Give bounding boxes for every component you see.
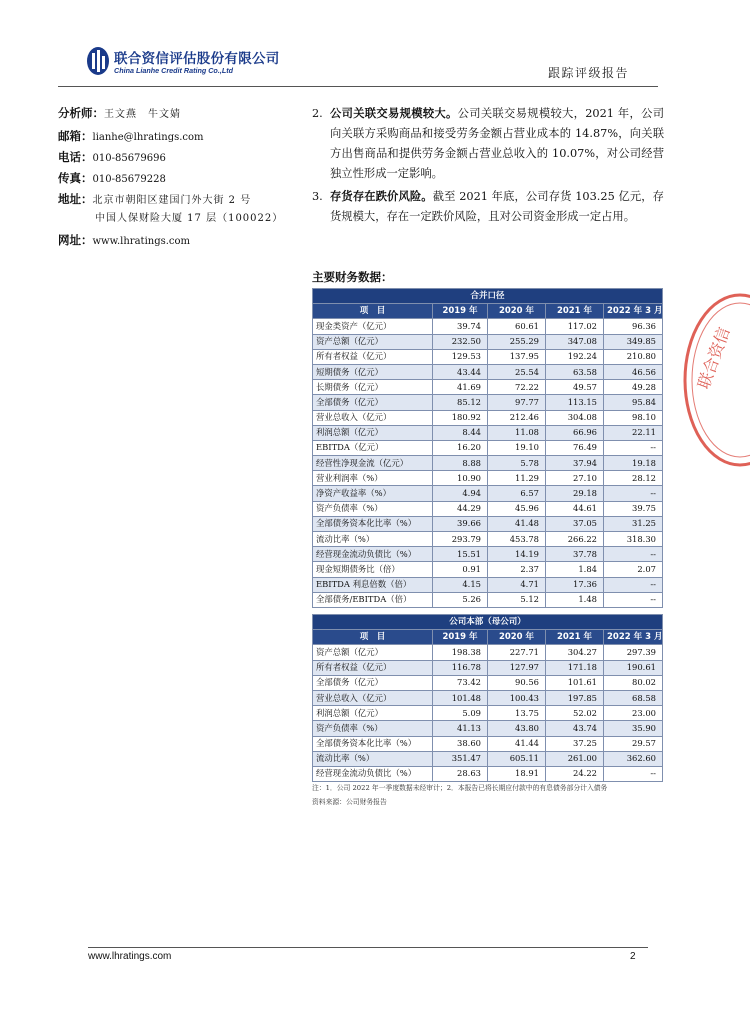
- row-label: 现金短期债务比（倍）: [313, 562, 433, 577]
- row-label: 净资产收益率（%）: [313, 486, 433, 501]
- cell-value: 31.25: [604, 516, 663, 531]
- svg-text:联合资信: 联合资信: [693, 324, 734, 392]
- row-label: 利润总额（亿元）: [313, 706, 433, 721]
- cell-value: 46.56: [604, 364, 663, 379]
- row-label: 流动比率（%）: [313, 532, 433, 547]
- column-header: 2020 年: [488, 630, 546, 645]
- row-label: 利润总额（亿元）: [313, 425, 433, 440]
- cell-value: 38.60: [433, 736, 488, 751]
- address-line2: 中国人保财险大厦 17 层（100022）: [95, 213, 284, 224]
- cell-value: 35.90: [604, 721, 663, 736]
- table-row: [313, 532, 663, 547]
- cell-value: 44.29: [433, 501, 488, 516]
- cell-value: 17.36: [546, 577, 604, 592]
- table-row: [313, 721, 663, 736]
- cell-value: 97.77: [488, 395, 546, 410]
- cell-value: 0.91: [433, 562, 488, 577]
- cell-value: 39.66: [433, 516, 488, 531]
- row-label: 全部债务/EBITDA（倍）: [313, 592, 433, 607]
- table-row: [313, 690, 663, 705]
- cell-value: 96.36: [604, 319, 663, 334]
- row-label: EBITDA（亿元）: [313, 440, 433, 455]
- row-label: 资产负债率（%）: [313, 721, 433, 736]
- row-label: 现金类资产（亿元）: [313, 319, 433, 334]
- table-group-title: 公司本部（母公司）: [313, 615, 663, 630]
- column-header: 2021 年: [546, 304, 604, 319]
- table-note: 注：1．公司 2022 年一季度数据未经审计；2．本报告已将长期应付款中的有息债务部分计入债务: [312, 784, 608, 792]
- cell-value: 190.61: [604, 660, 663, 675]
- cell-value: 210.80: [604, 349, 663, 364]
- phone-value: 010-85679696: [92, 153, 166, 164]
- cell-value: 37.25: [546, 736, 604, 751]
- cell-value: 297.39: [604, 645, 663, 660]
- address-row: [58, 192, 251, 208]
- cell-value: 101.61: [546, 675, 604, 690]
- page-number: 2: [630, 951, 636, 962]
- table-row: [313, 577, 663, 592]
- cell-value: 14.19: [488, 547, 546, 562]
- cell-value: 41.48: [488, 516, 546, 531]
- row-label: 全部债务资本化比率（%）: [313, 516, 433, 531]
- financial-data-title: 主要财务数据：: [312, 270, 393, 284]
- table-row: [313, 425, 663, 440]
- row-label: 资产总额（亿元）: [313, 334, 433, 349]
- row-label: 经营性净现金流（亿元）: [313, 456, 433, 471]
- cell-value: 137.95: [488, 349, 546, 364]
- cell-value: 95.84: [604, 395, 663, 410]
- risk-item-2: [312, 104, 664, 184]
- cell-value: 293.79: [433, 532, 488, 547]
- email-label: 邮箱：: [58, 129, 93, 143]
- row-label: 全部债务（亿元）: [313, 395, 433, 410]
- row-label: 经营现金流动负债比（%）: [313, 547, 433, 562]
- column-header: 2022 年 3 月: [604, 304, 663, 319]
- cell-value: 227.71: [488, 645, 546, 660]
- row-label: 短期债务（亿元）: [313, 364, 433, 379]
- cell-value: 362.60: [604, 751, 663, 766]
- web-label: 网址：: [58, 233, 93, 247]
- cell-value: 39.75: [604, 501, 663, 516]
- cell-value: 304.27: [546, 645, 604, 660]
- cell-value: 19.18: [604, 456, 663, 471]
- cell-value: 23.00: [604, 706, 663, 721]
- cell-value: 22.11: [604, 425, 663, 440]
- cell-value: 347.08: [546, 334, 604, 349]
- cell-value: 192.24: [546, 349, 604, 364]
- cell-value: 60.61: [488, 319, 546, 334]
- cell-value: 2.07: [604, 562, 663, 577]
- consolidated-financial-table: [312, 288, 663, 608]
- company-seal-stamp: [680, 290, 750, 470]
- column-header: 2019 年: [433, 630, 488, 645]
- cell-value: 98.10: [604, 410, 663, 425]
- fax-row: [58, 171, 166, 187]
- cell-value: 18.91: [488, 766, 546, 781]
- cell-value: 63.58: [546, 364, 604, 379]
- cell-value: 66.96: [546, 425, 604, 440]
- table-row: [313, 766, 663, 781]
- cell-value: 15.51: [433, 547, 488, 562]
- cell-value: 4.71: [488, 577, 546, 592]
- cell-value: 171.18: [546, 660, 604, 675]
- table-row: [313, 706, 663, 721]
- column-header: 项 目: [313, 304, 433, 319]
- table-row: [313, 471, 663, 486]
- cell-value: 39.74: [433, 319, 488, 334]
- row-label: 所有者权益（亿元）: [313, 349, 433, 364]
- cell-value: 8.88: [433, 456, 488, 471]
- cell-value: 43.44: [433, 364, 488, 379]
- item-text: 截至 2021 年底，公司存货 103.25 亿元，存货规模大，存在一定跌价风险，且对公司资金形成一定占用。: [330, 190, 664, 223]
- column-header: 2020 年: [488, 304, 546, 319]
- cell-value: 261.00: [546, 751, 604, 766]
- cell-value: 101.48: [433, 690, 488, 705]
- cell-value: 16.20: [433, 440, 488, 455]
- table-row: [313, 516, 663, 531]
- cell-value: 68.58: [604, 690, 663, 705]
- row-label: 资产负债率（%）: [313, 501, 433, 516]
- cell-value: 43.74: [546, 721, 604, 736]
- phone-label: 电话：: [58, 150, 93, 164]
- cell-value: 2.37: [488, 562, 546, 577]
- cell-value: 76.49: [546, 440, 604, 455]
- cell-value: 5.09: [433, 706, 488, 721]
- cell-value: 6.57: [488, 486, 546, 501]
- row-label: 营业总收入（亿元）: [313, 410, 433, 425]
- table-row: [313, 486, 663, 501]
- cell-value: 85.12: [433, 395, 488, 410]
- email-link[interactable]: lianhe@lhratings.com: [92, 132, 204, 143]
- item-number: 3.: [312, 190, 323, 203]
- row-label: 经营现金流动负债比（%）: [313, 766, 433, 781]
- address-row-2: [95, 211, 283, 226]
- table-row: [313, 410, 663, 425]
- cell-value: 100.43: [488, 690, 546, 705]
- cell-value: 10.90: [433, 471, 488, 486]
- cell-value: 80.02: [604, 675, 663, 690]
- cell-value: 41.44: [488, 736, 546, 751]
- cell-value: 349.85: [604, 334, 663, 349]
- row-label: EBITDA 利息倍数（倍）: [313, 577, 433, 592]
- table-row: [313, 660, 663, 675]
- cell-value: 72.22: [488, 380, 546, 395]
- table-row: [313, 501, 663, 516]
- cell-value: 351.47: [433, 751, 488, 766]
- cell-value: 24.22: [546, 766, 604, 781]
- cell-value: 318.30: [604, 532, 663, 547]
- cell-value: 49.57: [546, 380, 604, 395]
- table-row: [313, 380, 663, 395]
- item-text: 公司关联交易规模较大，2021 年，公司向关联方采购商品和接受劳务金额占营业成本的 14.87%，向关联方出售商品和提供劳务金额占营业总收入的 10.07%，对公司经营独立性形成一定影响。: [330, 107, 664, 180]
- table-row: [313, 364, 663, 379]
- header-divider: [58, 86, 658, 87]
- table-row: [313, 562, 663, 577]
- table-row: [313, 751, 663, 766]
- address-label: 地址：: [58, 192, 93, 206]
- address-line1: 北京市朝阳区建国门外大街 2 号: [92, 195, 252, 206]
- cell-value: 117.02: [546, 319, 604, 334]
- table-row: [313, 736, 663, 751]
- cell-value: 212.46: [488, 410, 546, 425]
- company-name-cn: 联合资信评估股份有限公司: [114, 51, 280, 67]
- cell-value: --: [604, 592, 663, 607]
- fax-label: 传真：: [58, 171, 93, 185]
- table-row: [313, 547, 663, 562]
- company-name-en: China Lianhe Credit Rating Co.,Ltd: [114, 66, 233, 75]
- cell-value: 29.18: [546, 486, 604, 501]
- cell-value: 116.78: [433, 660, 488, 675]
- cell-value: 266.22: [546, 532, 604, 547]
- cell-value: 28.12: [604, 471, 663, 486]
- table-row: [313, 334, 663, 349]
- row-label: 长期债务（亿元）: [313, 380, 433, 395]
- cell-value: 28.63: [433, 766, 488, 781]
- column-header: 2021 年: [546, 630, 604, 645]
- web-row: [58, 233, 190, 249]
- cell-value: 27.10: [546, 471, 604, 486]
- fax-value: 010-85679228: [92, 174, 166, 185]
- website-link[interactable]: www.lhratings.com: [92, 236, 191, 247]
- cell-value: 25.54: [488, 364, 546, 379]
- cell-value: --: [604, 547, 663, 562]
- phone-row: [58, 150, 166, 166]
- cell-value: 44.61: [546, 501, 604, 516]
- cell-value: 43.80: [488, 721, 546, 736]
- cell-value: --: [604, 486, 663, 501]
- cell-value: 13.75: [488, 706, 546, 721]
- risk-item-3: [312, 187, 664, 227]
- cell-value: 90.56: [488, 675, 546, 690]
- column-header: 项 目: [313, 630, 433, 645]
- table-row: [313, 675, 663, 690]
- cell-value: 5.26: [433, 592, 488, 607]
- cell-value: 11.08: [488, 425, 546, 440]
- item-number: 2.: [312, 107, 323, 120]
- row-label: 所有者权益（亿元）: [313, 660, 433, 675]
- row-label: 营业利润率（%）: [313, 471, 433, 486]
- cell-value: 5.78: [488, 456, 546, 471]
- table-row: [313, 349, 663, 364]
- cell-value: 37.94: [546, 456, 604, 471]
- cell-value: 605.11: [488, 751, 546, 766]
- cell-value: --: [604, 577, 663, 592]
- parent-company-financial-table: [312, 614, 663, 782]
- cell-value: 19.10: [488, 440, 546, 455]
- footer-divider: [88, 947, 648, 948]
- table-group-title: 合并口径: [313, 289, 663, 304]
- item-heading: 存货存在跌价风险。: [330, 190, 433, 203]
- cell-value: 127.97: [488, 660, 546, 675]
- cell-value: 41.13: [433, 721, 488, 736]
- cell-value: 255.29: [488, 334, 546, 349]
- row-label: 流动比率（%）: [313, 751, 433, 766]
- table-row: [313, 456, 663, 471]
- table-row: [313, 645, 663, 660]
- cell-value: --: [604, 440, 663, 455]
- company-logo-icon: [86, 46, 110, 76]
- cell-value: 1.48: [546, 592, 604, 607]
- cell-value: 11.29: [488, 471, 546, 486]
- cell-value: 197.85: [546, 690, 604, 705]
- table-row: [313, 319, 663, 334]
- cell-value: 129.53: [433, 349, 488, 364]
- row-label: 全部债务（亿元）: [313, 675, 433, 690]
- cell-value: 37.78: [546, 547, 604, 562]
- table-row: [313, 592, 663, 607]
- row-label: 全部债务资本化比率（%）: [313, 736, 433, 751]
- footer-website-link[interactable]: www.lhratings.com: [88, 951, 172, 962]
- table-row: [313, 440, 663, 455]
- cell-value: 1.84: [546, 562, 604, 577]
- analyst-value: 王文燕 牛文婧: [104, 109, 181, 120]
- cell-value: 37.05: [546, 516, 604, 531]
- cell-value: --: [604, 766, 663, 781]
- email-row: [58, 129, 204, 145]
- column-header: 2022 年 3 月: [604, 630, 663, 645]
- cell-value: 45.96: [488, 501, 546, 516]
- cell-value: 41.69: [433, 380, 488, 395]
- cell-value: 29.57: [604, 736, 663, 751]
- cell-value: 198.38: [433, 645, 488, 660]
- cell-value: 453.78: [488, 532, 546, 547]
- row-label: 资产总额（亿元）: [313, 645, 433, 660]
- analyst-row: [58, 106, 181, 122]
- item-heading: 公司关联交易规模较大。: [330, 107, 458, 120]
- column-header: 2019 年: [433, 304, 488, 319]
- cell-value: 49.28: [604, 380, 663, 395]
- cell-value: 52.02: [546, 706, 604, 721]
- cell-value: 304.08: [546, 410, 604, 425]
- report-type: 跟踪评级报告: [548, 66, 630, 80]
- cell-value: 73.42: [433, 675, 488, 690]
- cell-value: 180.92: [433, 410, 488, 425]
- cell-value: 4.94: [433, 486, 488, 501]
- cell-value: 5.12: [488, 592, 546, 607]
- table-row: [313, 395, 663, 410]
- cell-value: 232.50: [433, 334, 488, 349]
- data-source-note: 资料来源：公司财务报告: [312, 798, 387, 806]
- cell-value: 8.44: [433, 425, 488, 440]
- row-label: 营业总收入（亿元）: [313, 690, 433, 705]
- cell-value: 113.15: [546, 395, 604, 410]
- analyst-label: 分析师：: [58, 106, 104, 120]
- cell-value: 4.15: [433, 577, 488, 592]
